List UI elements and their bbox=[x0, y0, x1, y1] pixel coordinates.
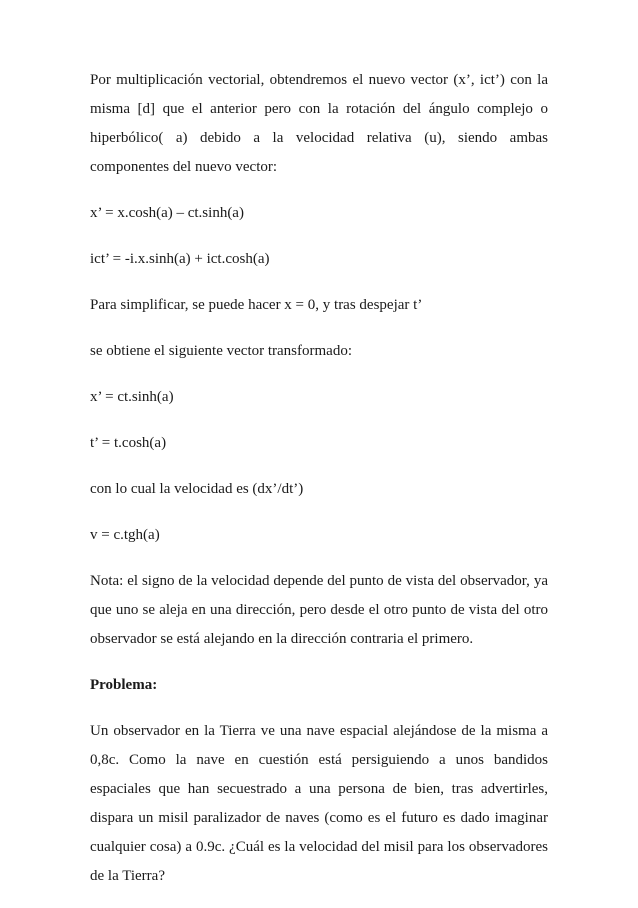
problem-heading: Problema: bbox=[90, 677, 158, 693]
velocity-text: con lo cual la velocidad es (dx’/dt’) bbox=[90, 481, 304, 497]
intro-paragraph: Por multiplicación vectorial, obtendremos el nuevo vector (x’, ict’) con la misma [d] que el anterior pero con la rotación del ángulo complejo o hiperbólico( a) debido a la velocidad relativa (u), siendo ambas componentes del nuevo vector: bbox=[90, 72, 548, 175]
equation-x-prime-simplified: x’ = ct.sinh(a) bbox=[90, 389, 174, 405]
equation-t-prime: t’ = t.cosh(a) bbox=[90, 435, 167, 451]
problem-paragraph: Un observador en la Tierra ve una nave espacial alejándose de la misma a 0,8c. Como la nave en cuestión está persiguiendo a unos bandidos espaciales que han secuestrado a una persona de bien, tras advertirles, dispara un misil paralizador de naves (como es el futuro es dado imaginar cualquier cosa) a 0.9c. ¿Cuál es la velocidad del misil para los observadores de la Tierra? bbox=[90, 723, 548, 884]
transformed-vector-text: se obtiene el siguiente vector transformado: bbox=[90, 343, 352, 359]
note-paragraph: Nota: el signo de la velocidad depende del punto de vista del observador, ya que uno se aleja en una dirección, pero desde el otro punto de vista del otro observador se está alejando en la dirección contraria el primero. bbox=[90, 573, 548, 647]
equation-ict-prime: ict’ = -i.x.sinh(a) + ict.cosh(a) bbox=[90, 251, 270, 267]
equation-x-prime: x’ = x.cosh(a) – ct.sinh(a) bbox=[90, 205, 244, 221]
document-body bbox=[90, 66, 548, 908]
equation-velocity: v = c.tgh(a) bbox=[90, 527, 160, 543]
simplify-text: Para simplificar, se puede hacer x = 0, y tras despejar t’ bbox=[90, 297, 423, 313]
